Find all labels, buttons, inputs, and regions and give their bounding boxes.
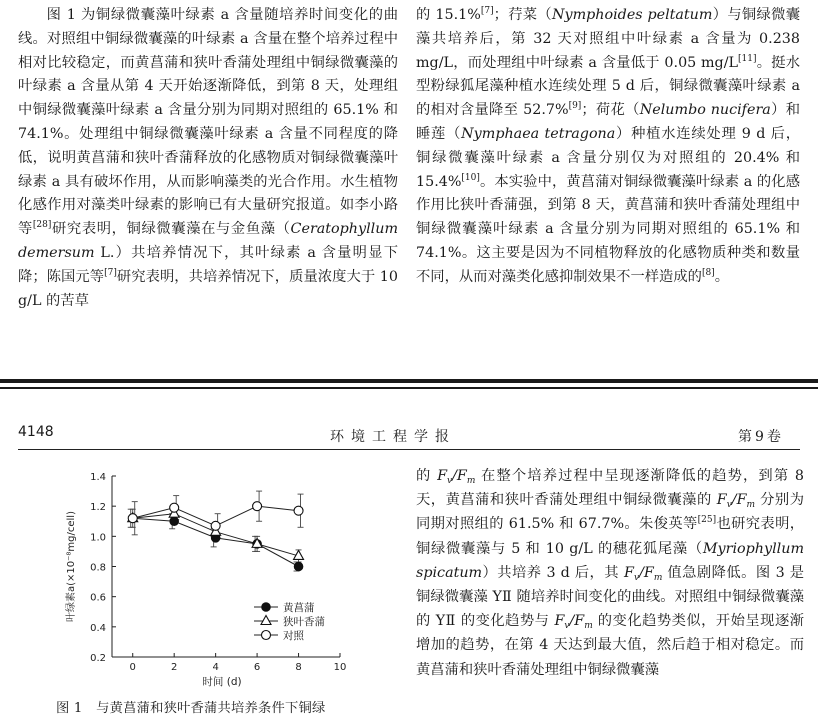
x-tick-label: 10 — [333, 662, 347, 673]
data-point — [294, 562, 303, 571]
x-tick-label: 0 — [129, 662, 136, 673]
citation: [9] — [568, 101, 582, 112]
citation: [11] — [738, 53, 757, 64]
paragraph-chlorophyll-discussion: 图 1 为铜绿微囊藻叶绿素 a 含量随培养时间变化的曲线。对照组中铜绿微囊藻的叶绿素 a 含量在整个培养过程中相对比较稳定，而黄菖蒲和狭叶香蒲处理组中铜绿微囊藻的叶绿素 a 含量从第 4 天开始逐渐降低，到第 8 天，处理组中铜绿微囊藻叶绿素 a 含量分别为同期对照组的 65.1% 和 74.1%。处理组中铜绿微囊藻叶绿素 a 含量不同程度的降低，说明黄菖蒲和狭叶香蒲释放的化感物质对铜绿微囊藻叶绿素 a 具有破坏作用，从而影响藻类的光合作用。水生植物化感作用对藻类叶绿素的影响已有大量研究报道。如李小路等[28]研究表明，铜绿微囊藻在与金鱼藻（Ceratophyllum demersum L.）共培养情况下，其叶绿素 a 含量明显下降；陈国元等[7]研究表明，共培养情况下，质量浓度大于 10 g/L 的苦草 — [18, 7, 399, 309]
x-tick-label: 2 — [170, 662, 178, 673]
y-tick-label: 0.2 — [90, 653, 106, 664]
y-tick-label: 0.8 — [90, 562, 106, 574]
species-name: Ceratophyllum demersum — [18, 221, 399, 261]
y-axis-label: 叶绿素a(×10⁻⁸mg/cell) — [66, 511, 77, 622]
figure-1 — [14, 462, 404, 723]
data-point — [211, 521, 220, 530]
species-name: Myriophyllum spicatum — [416, 540, 804, 581]
fvfm-term: $F_v/F_m$ — [624, 564, 663, 583]
citation: [28] — [32, 220, 52, 231]
citation: [10] — [461, 172, 480, 183]
paragraph-continuation: 的 15.1%[7]；荇菜（Nymphoides peltatum）与铜绿微囊藻共培养后，第 32 天对照组中叶绿素 a 含量为 0.238 mg/L，而处理组中叶绿素 a 含量低于 0.05 mg/L[11]。挺水型粉绿狐尾藻种植水连续处理 5 d 后，铜绿微囊藻叶绿素 a 的相对含量降至 52.7%[9]；荷花（Nelumbo nucifera）和睡莲（Nymphaea tetragona）种植水连续处理 9 d 后，铜绿微囊藻叶绿素 a 含量分别仅为对照组的 20.4% 和 15.4%[10]。本实验中，黄菖蒲对铜绿微囊藻叶绿素 a 的化感作用比狭叶香蒲强，到第 8 天，黄菖蒲和狭叶香蒲处理组中铜绿微囊藻叶绿素 a 含量分别为同期对照组的 65.1% 和 74.1%。这主要是因为不同植物释放的化感物质种类和数量不同，从而对藻类化感抑制效果不一样造成的[8]。 — [416, 6, 801, 285]
legend-label: 黄菖蒲 — [283, 602, 315, 614]
x-tick-label: 4 — [212, 662, 219, 673]
species-name: Nymphoides peltatum — [551, 7, 713, 23]
y-tick-label: 0.6 — [90, 592, 106, 604]
fvfm-term: $F_v/F_m$ — [716, 492, 756, 511]
running-head — [0, 418, 818, 452]
fvfm-term: $F_v/F_m$ — [554, 613, 593, 632]
fvfm-term: $F_v/F_m$ — [437, 468, 476, 486]
running-head-rule — [18, 449, 800, 450]
legend-marker — [261, 616, 271, 625]
x-tick-label: 6 — [253, 662, 261, 673]
citation: [8] — [701, 267, 715, 278]
legend-marker — [262, 603, 271, 612]
data-point — [128, 514, 137, 523]
figure-caption: 图 1 与黄菖蒲和狭叶香蒲共培养条件下铜绿 — [56, 701, 326, 716]
citation: [7] — [104, 267, 117, 278]
chlorophyll-chart — [14, 462, 404, 697]
x-tick-label: 8 — [295, 662, 302, 673]
y-tick-label: 0.4 — [90, 622, 106, 634]
legend-label: 对照 — [283, 630, 304, 642]
legend-marker — [262, 631, 271, 640]
y-tick-label: 1.0 — [90, 532, 106, 544]
top-right-column — [416, 4, 800, 290]
page-number: 4148 — [18, 424, 54, 440]
citation: [25] — [697, 515, 717, 526]
data-point — [170, 503, 179, 512]
data-point — [294, 506, 303, 515]
journal-title: 环境工程学报 — [330, 429, 456, 445]
species-name: Nelumbo nucifera — [639, 102, 771, 119]
y-tick-label: 1.2 — [90, 502, 106, 514]
x-axis-label: 时间 (d) — [202, 676, 242, 688]
y-tick-label: 1.4 — [90, 472, 106, 483]
page-break-rule — [0, 379, 818, 383]
volume-label: 第9卷 — [738, 429, 784, 445]
bottom-right-column — [416, 464, 804, 682]
data-point — [253, 502, 262, 511]
data-point — [170, 517, 179, 526]
citation: [7] — [480, 6, 494, 16]
top-left-column — [18, 4, 398, 313]
legend-label: 狭叶香蒲 — [283, 616, 325, 628]
paragraph-fvfm: 的 $F_v/F_m$ 在整个培养过程中呈现逐渐降低的趋势，到第 8 天，黄菖蒲和狭叶香蒲处理组中铜绿微囊藻的 $F_v/F_m$ 分别为同期对照组的 61.5% 和 67.7%。朱俊英等[25]也研究表明，铜绿微囊藻与 5 和 10 g/L 的穗花狐尾藻（Myriophyllum spicatum）共培养 3 d 后，其 $F_v/F_m$ 值急剧降低。图 3 是铜绿微囊藻 YⅡ 随培养时间变化的曲线。对照组中铜绿微囊藻的 YⅡ 的变化趋势与 $F_v/F_m$ 的变化趋势类似，开始呈现逐渐增加的趋势，在第 4 天达到最大值，然后趋于相对稳定。而黄菖蒲和狭叶香蒲处理组中铜绿微囊藻 — [416, 468, 805, 678]
species-name: Nymphaea tetragona — [461, 125, 616, 142]
page-gap — [0, 389, 818, 411]
